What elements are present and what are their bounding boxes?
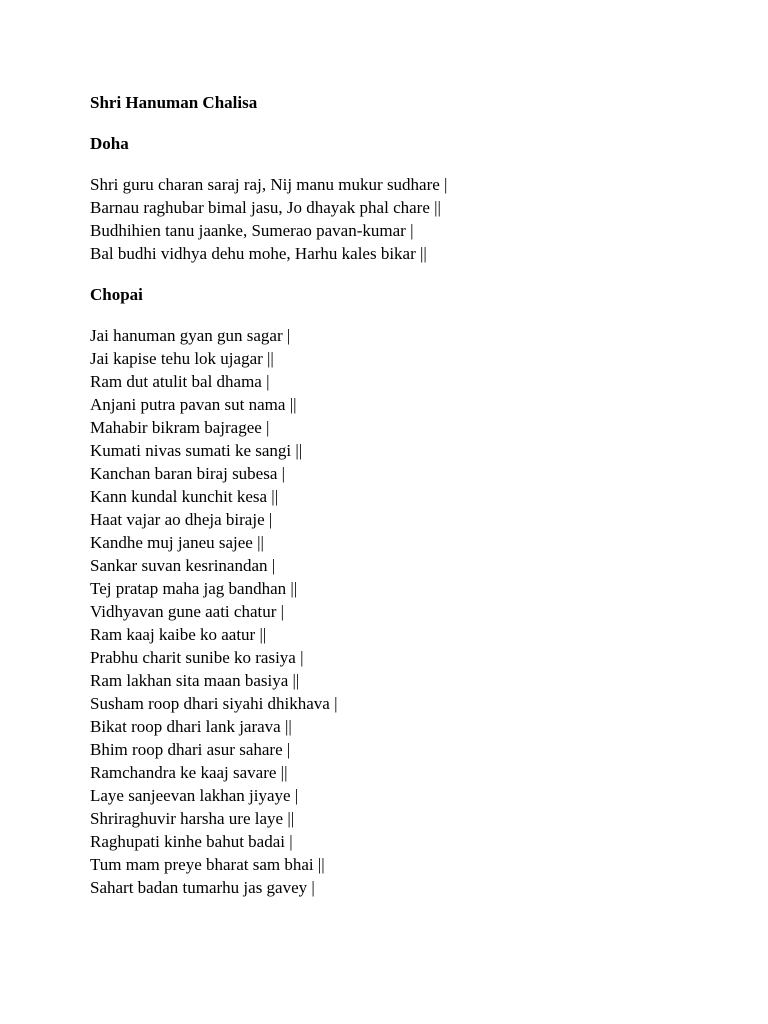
verse-line: Budhihien tanu jaanke, Sumerao pavan-kumar | (90, 221, 414, 240)
verse-line: Shri guru charan saraj raj, Nij manu mukur sudhare | (90, 175, 448, 194)
verse-line: Anjani putra pavan sut nama || (90, 395, 297, 414)
verse-line: Kandhe muj janeu sajee || (90, 533, 264, 552)
verse-line: Ram lakhan sita maan basiya || (90, 671, 300, 690)
verse-line: Kanchan baran biraj subesa | (90, 464, 286, 483)
doha-verses (90, 173, 730, 265)
verse-line: Mahabir bikram bajragee | (90, 418, 270, 437)
verse-line: Tej pratap maha jag bandhan || (90, 579, 298, 598)
verse-line: Bikat roop dhari lank jarava || (90, 717, 292, 736)
verse-line: Shriraghuvir harsha ure laye || (90, 809, 295, 828)
verse-line: Bhim roop dhari asur sahare | (90, 740, 291, 759)
verse-line: Bal budhi vidhya dehu mohe, Harhu kales bikar || (90, 244, 427, 263)
verse-line: Vidhyavan gune aati chatur | (90, 602, 285, 621)
verse-line: Jai hanuman gyan gun sagar | (90, 326, 291, 345)
verse-line: Kumati nivas sumati ke sangi || (90, 441, 303, 460)
doha-heading: Doha (90, 134, 129, 153)
verse-line: Barnau raghubar bimal jasu, Jo dhayak phal chare || (90, 198, 441, 217)
document-title: Shri Hanuman Chalisa (90, 93, 258, 112)
verse-line: Raghupati kinhe bahut badai | (90, 832, 293, 851)
verse-line: Sankar suvan kesrinandan | (90, 556, 276, 575)
chopai-heading: Chopai (90, 285, 143, 304)
verse-line: Kann kundal kunchit kesa || (90, 487, 279, 506)
verse-line: Haat vajar ao dheja biraje | (90, 510, 273, 529)
verse-line: Laye sanjeevan lakhan jiyaye | (90, 786, 299, 805)
verse-line: Ram kaaj kaibe ko aatur || (90, 625, 267, 644)
chopai-verses (90, 324, 730, 899)
verse-line: Prabhu charit sunibe ko rasiya | (90, 648, 304, 667)
verse-line: Sahart badan tumarhu jas gavey | (90, 878, 315, 897)
verse-line: Tum mam preye bharat sam bhai || (90, 855, 325, 874)
verse-line: Ram dut atulit bal dhama | (90, 372, 270, 391)
verse-line: Jai kapise tehu lok ujagar || (90, 349, 274, 368)
verse-line: Ramchandra ke kaaj savare || (90, 763, 288, 782)
document-page (90, 91, 730, 917)
verse-line: Susham roop dhari siyahi dhikhava | (90, 694, 338, 713)
